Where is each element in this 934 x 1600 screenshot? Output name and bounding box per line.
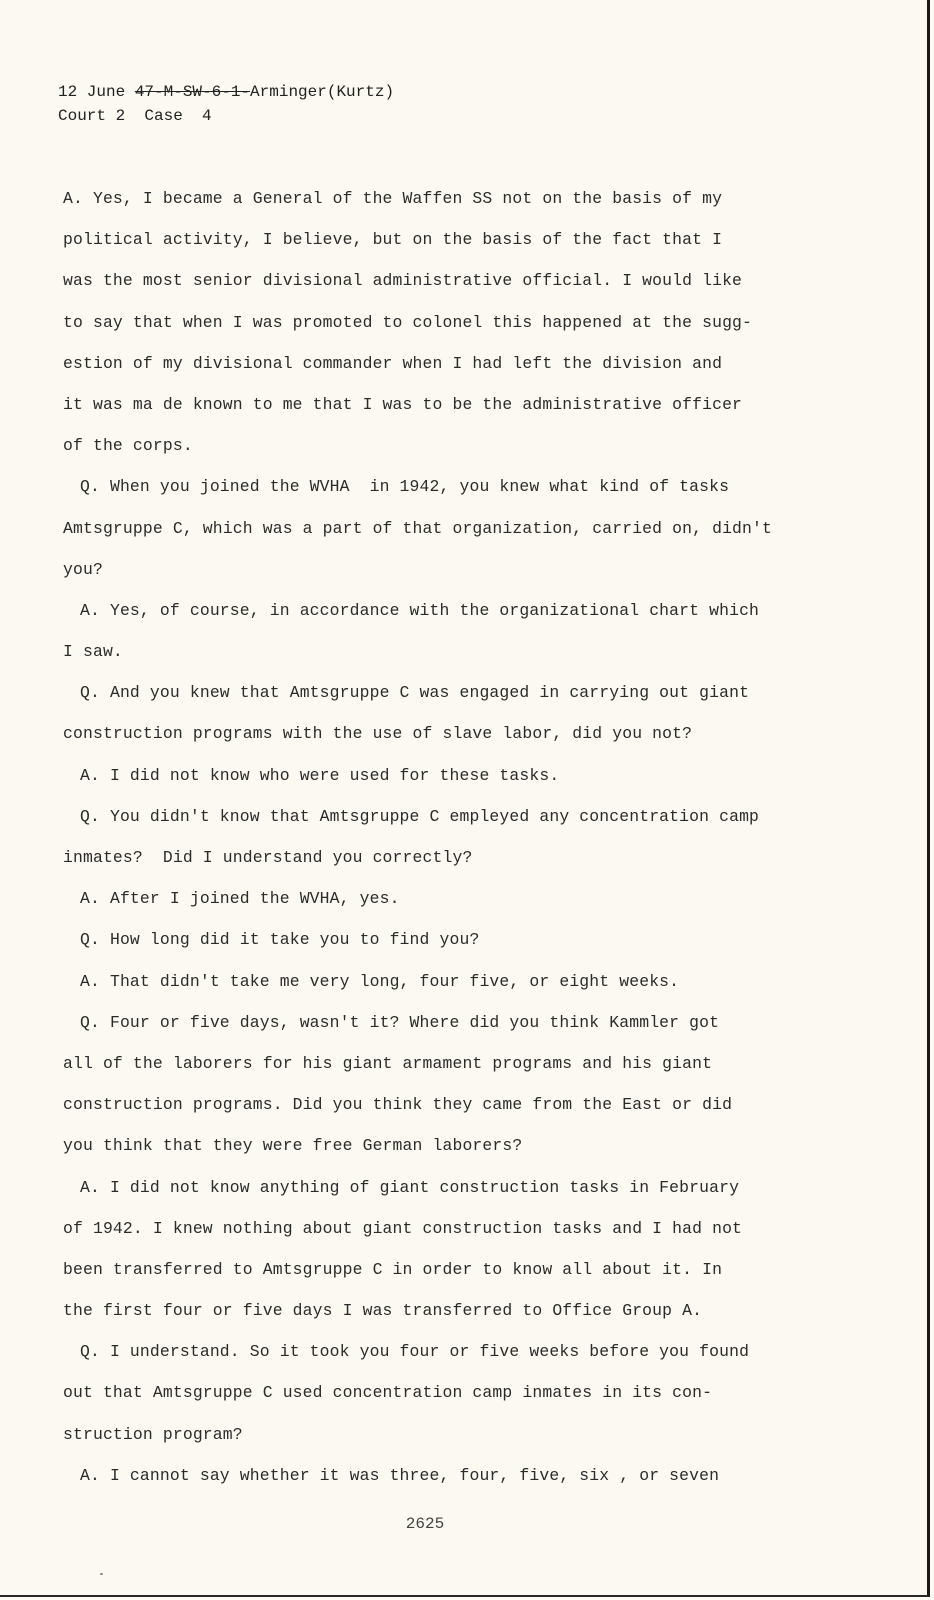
transcript-line: construction programs. Did you think they came from the East or did — [63, 1095, 733, 1115]
transcript-line: Amtsgruppe C, which was a part of that organization, carried on, didn't — [63, 518, 773, 538]
header-reporter: Arminger(Kurtz) — [250, 83, 395, 101]
transcript-line: inmates? Did I understand you correctly? — [63, 848, 473, 867]
paper-speck — [100, 1573, 103, 1575]
page-number: 2625 — [405, 1515, 445, 1533]
transcript-line: I saw. — [63, 642, 123, 662]
header-struck-code: 47-M-SW-6-1- — [134, 83, 251, 101]
transcript-line: A. I cannot say whether it was three, four, five, six , or seven — [80, 1465, 720, 1485]
transcript-line: A. I did not know anything of giant construction tasks in February — [80, 1177, 740, 1197]
transcript-line: estion of my divisional commander when I had left the division and — [63, 353, 723, 373]
header-line-1 — [58, 80, 394, 104]
transcript-line: construction programs with the use of slave labor, did you not? — [63, 724, 693, 744]
transcript-line: been transferred to Amtsgruppe C in order to know all about it. In — [63, 1259, 723, 1279]
header-date: 12 June — [58, 83, 135, 101]
transcript-body — [63, 178, 883, 1496]
transcript-line: of 1942. I knew nothing about giant construction tasks and I had not — [63, 1218, 743, 1238]
transcript-line: A. Yes, of course, in accordance with the organizational chart which — [80, 600, 760, 620]
transcript-line: A. Yes, I became a General of the Waffen SS not on the basis of my — [63, 189, 723, 208]
transcript-line: the first four or five days I was transferred to Office Group A. — [63, 1301, 703, 1321]
transcript-line: A. That didn't take me very long, four five, or eight weeks. — [80, 971, 680, 991]
transcript-line: Q. I understand. So it took you four or five weeks before you found — [80, 1342, 750, 1362]
transcript-line: it was ma de known to me that I was to be the administrative officer — [63, 394, 743, 414]
transcript-line: of the corps. — [63, 436, 193, 456]
page-header — [58, 80, 394, 128]
transcript-line: A. After I joined the WVHA, yes. — [80, 889, 400, 909]
transcript-line: you think that they were free German laborers? — [63, 1136, 523, 1156]
transcript-line: Q. You didn't know that Amtsgruppe C empleyed any concentration camp — [80, 806, 760, 826]
transcript-line: Q. How long did it take you to find you? — [80, 930, 480, 950]
transcript-line: out that Amtsgruppe C used concentration camp inmates in its con- — [63, 1383, 713, 1403]
header-court-case: Court 2 Case 4 — [58, 107, 212, 125]
transcript-line: was the most senior divisional administrative official. I would like — [63, 271, 743, 291]
transcript-line: political activity, I believe, but on the basis of the fact that I — [63, 230, 723, 250]
transcript-line: Q. Four or five days, wasn't it? Where did you think Kammler got — [80, 1012, 720, 1032]
transcript-line: you? — [63, 559, 103, 579]
transcript-line: A. I did not know who were used for these tasks. — [80, 765, 560, 785]
transcript-line: all of the laborers for his giant armament programs and his giant — [63, 1053, 713, 1073]
transcript-line: struction program? — [63, 1424, 243, 1444]
transcript-line: Q. When you joined the WVHA in 1942, you knew what kind of tasks — [80, 477, 730, 497]
transcript-line: Q. And you knew that Amtsgruppe C was engaged in carrying out giant — [80, 683, 750, 703]
transcript-line: to say that when I was promoted to colonel this happened at the sugg- — [63, 312, 753, 332]
